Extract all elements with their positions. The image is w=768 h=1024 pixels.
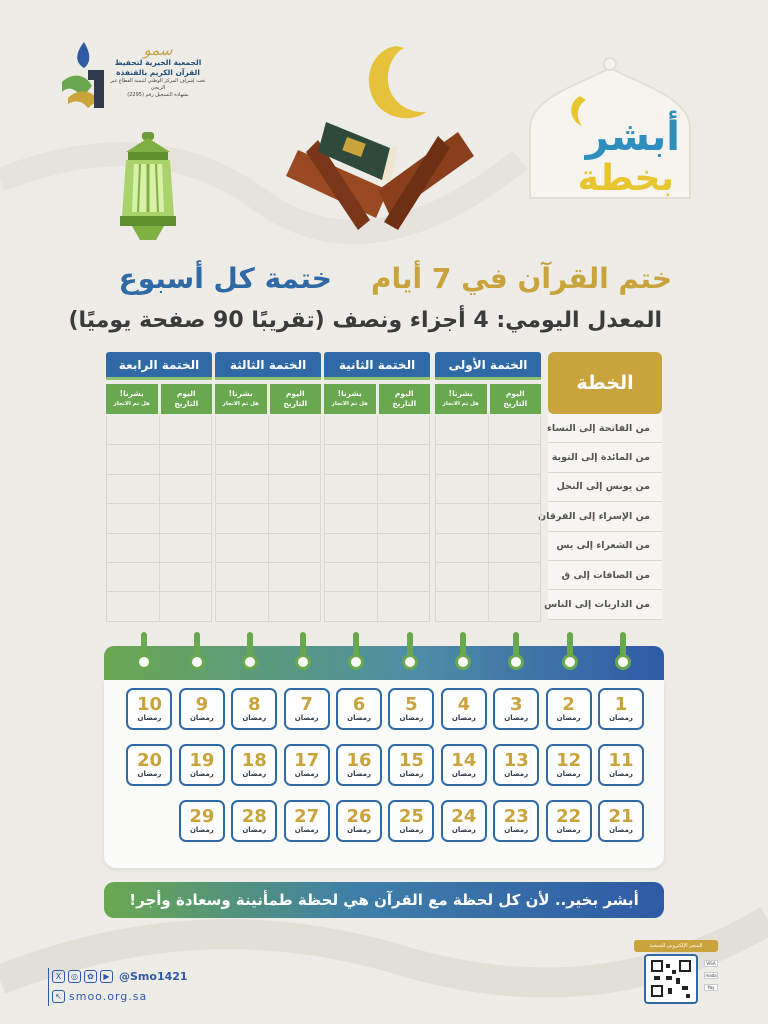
calendar-day[interactable]: [284, 800, 330, 842]
day-date-cell[interactable]: [269, 592, 322, 621]
motivation-banner: أبشر بخير.. لأن كل لحظة مع القرآن هي لحظة طمأنينة وسعادة وأجر!: [104, 882, 664, 918]
calendar-ring-icon: [455, 632, 471, 672]
plan-row: من الصافات إلى ق: [548, 561, 662, 590]
calendar-day-number: 3: [509, 694, 523, 715]
calendar-day-month: رمضان: [347, 826, 371, 834]
calendar-day[interactable]: [179, 800, 225, 842]
day-date-header: اليوم التاريخ: [270, 384, 322, 414]
day-date-cell[interactable]: [378, 445, 431, 474]
done-cell[interactable]: [436, 563, 489, 592]
calendar-day[interactable]: [493, 744, 539, 786]
day-date-cell[interactable]: [489, 475, 542, 504]
calendar-ring-icon: [562, 632, 578, 672]
done-cell[interactable]: [107, 475, 160, 504]
calendar-day-number: 12: [556, 750, 582, 771]
day-date-cell[interactable]: [378, 475, 431, 504]
day-date-cell[interactable]: [160, 534, 213, 563]
khatma-column-4: [106, 352, 212, 622]
calendar-day-month: رمضان: [242, 714, 267, 722]
calendar-day[interactable]: [179, 744, 225, 786]
calendar-day-number: 5: [405, 694, 418, 715]
quran-stand-icon: [278, 40, 478, 240]
done-cell[interactable]: [107, 534, 160, 563]
calendar-day[interactable]: [336, 688, 382, 730]
calendar-day[interactable]: [388, 744, 434, 786]
website-text[interactable]: smoo.org.sa: [69, 990, 148, 1003]
plan-row: من يونس إلى النحل: [548, 473, 662, 502]
done-cell[interactable]: [216, 504, 269, 533]
calendar-day-month: رمضان: [189, 770, 214, 778]
calendar-day-number: 24: [451, 806, 477, 827]
calendar-day-number: 22: [556, 806, 582, 827]
organization-logo: [58, 38, 208, 110]
day-date-cell[interactable]: [269, 534, 322, 563]
day-date-header: اليوم التاريخ: [379, 384, 431, 414]
day-date-header: اليوم التاريخ: [490, 384, 542, 414]
done-cell[interactable]: [216, 592, 269, 621]
calendar-day[interactable]: [598, 800, 644, 842]
calendar-day[interactable]: [284, 688, 330, 730]
done-cell[interactable]: [436, 504, 489, 533]
calendar-day-number: 17: [294, 750, 320, 771]
calendar-day[interactable]: [441, 688, 487, 730]
calendar-ring-icon: [242, 632, 258, 672]
calendar-day[interactable]: [546, 688, 592, 730]
day-date-cell[interactable]: [378, 563, 431, 592]
qr-code-icon[interactable]: [644, 954, 698, 1004]
mada-icon: mada: [705, 973, 717, 978]
calendar-day-month: رمضان: [399, 826, 424, 834]
calendar-day[interactable]: [441, 744, 487, 786]
day-date-cell[interactable]: [269, 416, 322, 445]
calendar-day-number: 16: [346, 750, 372, 771]
calendar-ring-icon: [615, 632, 631, 672]
khatma-header: الختمة الثالثة: [215, 352, 321, 380]
calendar-day[interactable]: [126, 744, 172, 786]
calendar-ring-icon: [348, 632, 364, 672]
organization-name-line1: الجمعية الخيرية لتحفيظ: [114, 58, 202, 67]
calendar-header-bar: [104, 646, 664, 680]
snapchat-icon[interactable]: ✿: [84, 970, 97, 983]
calendar-day-number: 7: [300, 694, 313, 715]
done-cell[interactable]: [325, 416, 378, 445]
organization-sub-line1: تحت إشراف المركز الوطني لتنمية القطاع غير الربحي: [110, 78, 206, 91]
calendar-day-number: 29: [189, 806, 215, 827]
calendar-day[interactable]: [231, 800, 277, 842]
calendar-day-number: 28: [241, 806, 267, 827]
calendar-day-month: رمضان: [609, 826, 633, 834]
day-date-cell[interactable]: [489, 592, 542, 621]
calendar-day[interactable]: [388, 800, 434, 842]
instagram-icon[interactable]: ◎: [68, 970, 81, 983]
calendar-day-month: رمضان: [399, 714, 424, 722]
abshir-word-1: أبشر: [585, 114, 680, 160]
done-cell[interactable]: [325, 534, 378, 563]
done-cell[interactable]: [325, 475, 378, 504]
organization-brand: سمو: [143, 41, 173, 59]
done-cell[interactable]: [216, 563, 269, 592]
plan-header: الخطة: [548, 352, 662, 414]
calendar-day[interactable]: [598, 744, 644, 786]
calendar-ring-icon: [508, 632, 524, 672]
calendar-day-number: 8: [248, 694, 261, 715]
done-cell[interactable]: [436, 445, 489, 474]
calendar-day-month: رمضان: [242, 826, 267, 834]
calendar-day-number: 15: [398, 750, 424, 771]
calendar-day-number: 9: [195, 694, 209, 715]
calendar-day-number: 10: [136, 694, 163, 715]
done-cell[interactable]: [436, 475, 489, 504]
calendar-day-month: رمضان: [347, 714, 371, 722]
calendar-day-number: 4: [457, 694, 471, 715]
social-handle[interactable]: @Smo1421: [119, 970, 188, 983]
done-cell[interactable]: [107, 504, 160, 533]
calendar-ring-icon: [402, 632, 418, 672]
khatma-column-1: [435, 352, 541, 622]
plan-rows: [538, 414, 662, 620]
day-date-cell[interactable]: [160, 504, 213, 533]
main-title-part-b: ختمة كل أسبوع: [118, 262, 332, 295]
khatma-header: الختمة الرابعة: [106, 352, 212, 380]
done-cell[interactable]: [216, 445, 269, 474]
day-date-cell[interactable]: [160, 445, 213, 474]
day-date-cell[interactable]: [160, 475, 213, 504]
store-qr[interactable]: [630, 940, 724, 1006]
day-date-cell[interactable]: [489, 416, 542, 445]
calendar-ring-icon: [136, 632, 152, 672]
done-header: بشرنا! هل تم الانجاز: [215, 384, 267, 414]
plan-row: من الإسراء إلى الفرقان: [548, 502, 662, 531]
calendar-day-month: رمضان: [556, 826, 581, 834]
calendar-day[interactable]: [231, 688, 277, 730]
day-date-header: اليوم التاريخ: [161, 384, 213, 414]
abshir-word-2: بخطة: [577, 158, 674, 199]
day-date-cell[interactable]: [378, 534, 431, 563]
visa-icon: VISA: [704, 960, 718, 967]
day-date-cell[interactable]: [269, 445, 322, 474]
organization-text: [110, 42, 206, 99]
calendar-day-month: رمضان: [504, 770, 529, 778]
calendar-day[interactable]: [598, 688, 644, 730]
calendar-day[interactable]: [231, 744, 277, 786]
done-header: بشرنا! هل تم الانجاز: [435, 384, 487, 414]
plan-row: من المائدة إلى التوبة: [548, 443, 662, 472]
done-cell[interactable]: [325, 504, 378, 533]
done-cell[interactable]: [216, 475, 269, 504]
calendar-ring-icon: [189, 632, 205, 672]
done-cell[interactable]: [436, 592, 489, 621]
calendar-day[interactable]: [388, 688, 434, 730]
done-cell[interactable]: [325, 563, 378, 592]
organization-sub-line2: بشهادة التسجيل رقم (2295): [127, 92, 189, 98]
day-date-cell[interactable]: [269, 475, 322, 504]
done-cell[interactable]: [107, 416, 160, 445]
calendar-day-month: رمضان: [294, 826, 319, 834]
calendar-day[interactable]: [336, 800, 382, 842]
calendar-day[interactable]: [179, 688, 225, 730]
day-date-cell[interactable]: [378, 592, 431, 621]
calendar-day-number: 6: [352, 694, 366, 715]
footer-divider: [48, 968, 49, 1006]
calendar-day-month: رمضان: [399, 770, 424, 778]
calendar-day-number: 18: [241, 750, 267, 771]
calendar-day[interactable]: [126, 688, 172, 730]
khatma-header: الختمة الأولى: [435, 352, 541, 380]
done-cell[interactable]: [436, 534, 489, 563]
calendar-day-month: رمضان: [189, 826, 214, 834]
khatma-column-2: [324, 352, 430, 622]
day-date-cell[interactable]: [378, 504, 431, 533]
day-date-cell[interactable]: [489, 563, 542, 592]
calendar-day-number: 19: [189, 750, 215, 771]
calendar-day[interactable]: [441, 800, 487, 842]
calendar-day-month: رمضان: [451, 770, 476, 778]
calendar-day-number: 20: [136, 750, 163, 771]
cursor-icon: ↖: [52, 990, 65, 1003]
calendar-day-month: رمضان: [504, 826, 529, 834]
done-cell[interactable]: [436, 416, 489, 445]
calendar-day-number: 14: [451, 750, 477, 771]
day-date-cell[interactable]: [489, 534, 542, 563]
day-date-cell[interactable]: [489, 445, 542, 474]
plan-row: من الفاتحة إلى النساء: [548, 414, 662, 443]
calendar-day-month: رمضان: [294, 770, 319, 778]
calendar-day-number: 21: [608, 806, 634, 827]
done-cell[interactable]: [107, 563, 160, 592]
day-date-cell[interactable]: [160, 563, 213, 592]
calendar-day-number: 2: [562, 694, 575, 715]
calendar-day-month: رمضان: [347, 770, 371, 778]
done-header: بشرنا! هل تم الانجاز: [106, 384, 158, 414]
calendar-day-month: رمضان: [609, 714, 633, 722]
calendar-day-month: رمضان: [242, 770, 267, 778]
day-date-cell[interactable]: [160, 416, 213, 445]
khatma-header: الختمة الثانية: [324, 352, 430, 380]
organization-emblem-icon: [58, 38, 110, 110]
calendar-day[interactable]: [546, 744, 592, 786]
website-link[interactable]: [52, 990, 147, 1003]
calendar-day-number: 26: [346, 806, 372, 827]
calendar-day-number: 11: [608, 750, 634, 771]
organization-name-line2: القرآن الكريم بالقنفذة: [116, 68, 200, 77]
day-date-cell[interactable]: [160, 592, 213, 621]
main-title: [112, 262, 672, 295]
day-date-cell[interactable]: [269, 504, 322, 533]
calendar-day-number: 1: [614, 694, 628, 715]
calendar-day-month: رمضان: [451, 826, 476, 834]
x-icon[interactable]: X: [52, 970, 65, 983]
calendar-ring-icon: [295, 632, 311, 672]
day-date-cell[interactable]: [378, 416, 431, 445]
done-cell[interactable]: [216, 416, 269, 445]
done-cell[interactable]: [216, 534, 269, 563]
social-links: [52, 970, 188, 983]
done-cell[interactable]: [107, 445, 160, 474]
day-date-cell[interactable]: [489, 504, 542, 533]
done-header: بشرنا! هل تم الانجاز: [324, 384, 376, 414]
calendar-day-month: رمضان: [609, 770, 633, 778]
day-date-cell[interactable]: [269, 563, 322, 592]
apple-pay-icon: Pay: [704, 984, 718, 991]
khatma-column-3: [215, 352, 321, 622]
calendar-day-number: 27: [294, 806, 320, 827]
calendar-day[interactable]: [284, 744, 330, 786]
daily-rate-subtitle: المعدل اليومي: 4 أجزاء ونصف (تقريبًا 90 صفحة يوميًا): [68, 308, 662, 333]
calendar-days: [128, 688, 644, 842]
calendar-day-month: رمضان: [137, 770, 162, 778]
calendar-day-month: رمضان: [556, 714, 581, 722]
calendar-day-month: رمضان: [556, 770, 581, 778]
done-cell[interactable]: [107, 592, 160, 621]
calendar-day[interactable]: [493, 800, 539, 842]
plan-row: من الذاريات إلى الناس: [548, 590, 662, 619]
calendar-day-number: 13: [503, 750, 529, 771]
calendar-day[interactable]: [336, 744, 382, 786]
store-label: المتجر الإلكتروني للجمعية: [634, 940, 718, 952]
done-cell[interactable]: [325, 592, 378, 621]
calendar-day-number: 23: [503, 806, 529, 827]
youtube-icon[interactable]: ▶: [100, 970, 113, 983]
plan-row: من الشعراء إلى يس: [548, 532, 662, 561]
calendar-day-month: رمضان: [504, 714, 529, 722]
calendar-day[interactable]: [546, 800, 592, 842]
calendar-day-month: رمضان: [189, 714, 214, 722]
abshir-logo: [520, 48, 700, 208]
calendar-day[interactable]: [493, 688, 539, 730]
done-cell[interactable]: [325, 445, 378, 474]
calendar-day-month: رمضان: [137, 714, 162, 722]
calendar-day-month: رمضان: [294, 714, 319, 722]
lantern-icon: [112, 132, 184, 244]
main-title-part-a: ختم القرآن في 7 أيام: [370, 262, 672, 295]
calendar-day-number: 25: [398, 806, 424, 827]
calendar-day-month: رمضان: [451, 714, 476, 722]
